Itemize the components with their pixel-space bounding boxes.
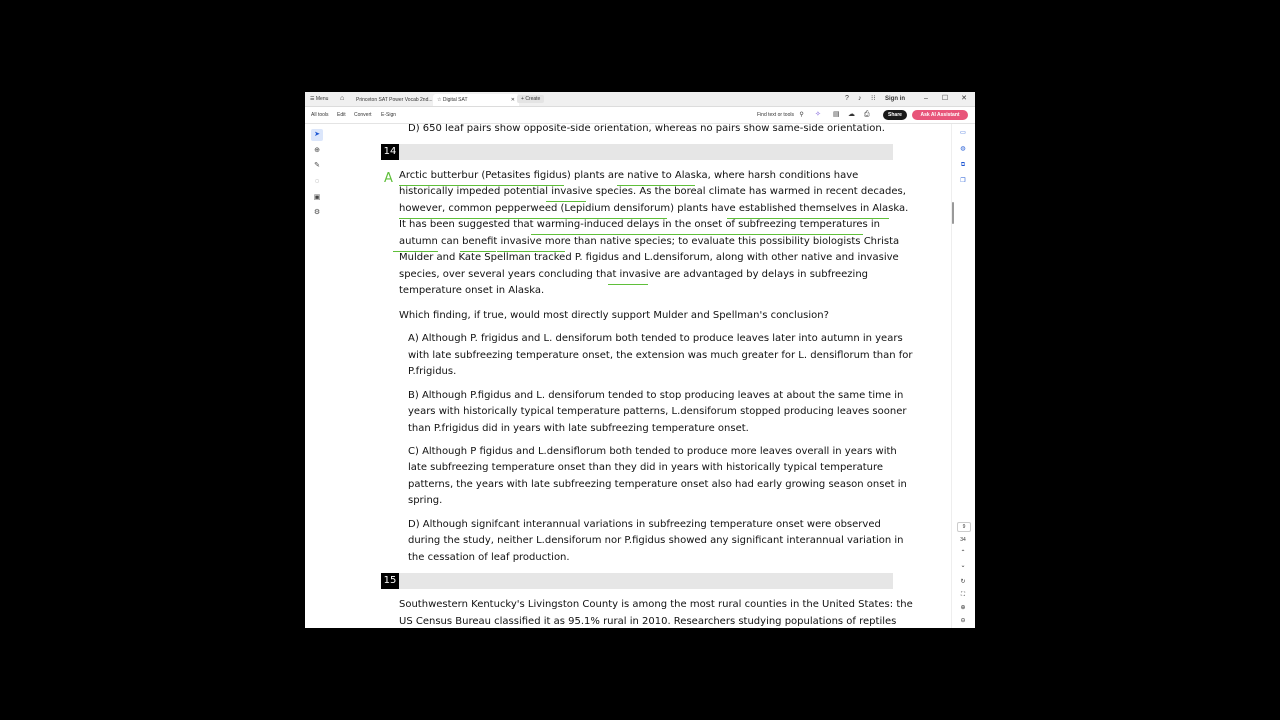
share-button[interactable]: Share bbox=[883, 110, 907, 120]
minimize-icon[interactable]: – bbox=[924, 95, 928, 102]
tab-digital-sat[interactable]: ☆ Digital SAT ✕ bbox=[433, 94, 519, 106]
help-icon[interactable]: ? bbox=[845, 95, 849, 102]
print-icon[interactable]: ⎙ bbox=[864, 111, 870, 118]
passage-line: Southwestern Kentucky's Livingston County is among the most rural counties in the United States: the bbox=[399, 599, 913, 610]
ink-underline bbox=[727, 218, 889, 219]
comment-icon[interactable]: ▭ bbox=[960, 130, 966, 136]
bookmark-icon[interactable]: ◍ bbox=[960, 146, 966, 152]
question-14-header bbox=[381, 144, 893, 160]
bell-icon[interactable]: ♪ bbox=[858, 95, 862, 102]
toolbar-all-tools[interactable]: All tools bbox=[311, 112, 329, 118]
close-window-icon[interactable]: ✕ bbox=[961, 95, 967, 102]
maximize-icon[interactable]: ☐ bbox=[941, 95, 949, 102]
document-page bbox=[305, 124, 945, 628]
passage-line: species, over several years concluding that invasive are advantaged by delays in subfreezing bbox=[399, 269, 869, 280]
option-d-line: D) Although signifcant interannual variations in subfreezing temperature onset were observed bbox=[408, 519, 881, 530]
current-page-field[interactable]: 9 bbox=[957, 522, 971, 532]
text-select-icon[interactable]: ▣ bbox=[313, 194, 321, 201]
option-a-line: P.frigidus. bbox=[408, 366, 457, 377]
attachment-icon[interactable]: ⧉ bbox=[960, 162, 966, 168]
stamp-icon[interactable]: ⚙ bbox=[313, 209, 321, 216]
option-a-line: A) Although P. frigidus and L. densiforum both tended to produce leaves later into autumn in years bbox=[408, 333, 903, 344]
passage-line: US Census Bureau classified it as 95.1% rural in 2010. Researchers studying populations of reptiles bbox=[399, 616, 897, 627]
ink-underline bbox=[497, 251, 565, 252]
zoom-out-icon[interactable]: ⊖ bbox=[960, 618, 966, 624]
ink-annotation-mark: A bbox=[384, 171, 393, 186]
ink-underline bbox=[617, 185, 695, 186]
ink-underline bbox=[608, 284, 648, 285]
previous-option-d: D) 650 leaf pairs show opposite-side orientation, whereas no pairs show same-side orientation. bbox=[408, 124, 885, 134]
ai-tool-icon[interactable]: ✧ bbox=[815, 111, 821, 118]
pdf-viewer-window bbox=[305, 92, 975, 628]
ink-underline bbox=[460, 251, 496, 252]
top-toolbar bbox=[305, 107, 975, 124]
pen-icon[interactable]: ✎ bbox=[314, 162, 320, 169]
page-down-icon[interactable]: ⌄ bbox=[960, 563, 966, 569]
question-number: 15 bbox=[381, 573, 399, 589]
vertical-scrollbar[interactable] bbox=[952, 202, 954, 224]
option-c-line: spring. bbox=[408, 495, 443, 506]
total-pages: 34 bbox=[960, 537, 966, 543]
zoom-in-icon[interactable]: ⊕ bbox=[960, 605, 966, 611]
ink-underline bbox=[546, 201, 586, 202]
hamburger-icon: ☰ bbox=[310, 96, 315, 102]
layers-icon[interactable]: ❐ bbox=[960, 178, 966, 184]
option-c-line: patterns, the years with late subfreezing temperature onset also had early growing season onset in bbox=[408, 479, 907, 490]
toolbar-convert[interactable]: Convert bbox=[354, 112, 372, 118]
passage-line: temperature onset in Alaska. bbox=[399, 285, 545, 296]
page-up-icon[interactable]: ⌃ bbox=[960, 550, 966, 556]
tab-power-vocab[interactable]: Princeton SAT Power Vocab 2nd... bbox=[356, 97, 433, 103]
close-tab-icon[interactable]: ✕ bbox=[510, 97, 515, 103]
star-icon: ☆ bbox=[437, 97, 442, 103]
title-bar bbox=[305, 92, 975, 107]
find-tools-input[interactable]: Find text or tools ⚲ bbox=[757, 112, 804, 118]
right-rail bbox=[951, 124, 975, 628]
passage-line: It has been suggested that warming-induced delays in the onset of subfreezing temperatures in bbox=[399, 219, 880, 230]
passage-line: however, common pepperweed (Lepidium densiforum) plants have established themselves in Alaska. bbox=[399, 203, 909, 214]
option-b-line: B) Although P.figidus and L. densiforum tended to stop producing leaves at about the same time in bbox=[408, 390, 904, 401]
option-b-line: years with historically typical temperature patterns, L.densiforum stopped producing leaves sooner bbox=[408, 406, 907, 417]
upload-cloud-icon[interactable]: ☁ bbox=[848, 111, 855, 118]
ink-underline bbox=[531, 234, 863, 235]
plus-icon: + bbox=[521, 96, 524, 102]
option-d-line: the cessation of leaf production. bbox=[408, 552, 570, 563]
lasso-icon[interactable]: ◌ bbox=[314, 178, 320, 185]
zoom-icon[interactable]: ⊕ bbox=[314, 147, 320, 154]
passage-line: historically impeded potential invasive species. As the boreal climate has warmed in recent decades, bbox=[399, 186, 906, 197]
question-15-header bbox=[381, 573, 893, 589]
passage-line: Mulder and Kate Spellman tracked P. figidus and L.densiforum, along with other native and invasive bbox=[399, 252, 899, 263]
option-b-line: than P.frigidus did in years with late subfreezing temperature onset. bbox=[408, 423, 749, 434]
question-number: 14 bbox=[381, 144, 399, 160]
ink-underline bbox=[399, 218, 667, 219]
create-button[interactable]: + Create bbox=[517, 95, 544, 103]
toolbar-edit[interactable]: Edit bbox=[337, 112, 346, 118]
ink-underline bbox=[393, 251, 438, 252]
search-icon: ⚲ bbox=[799, 112, 804, 118]
refresh-icon[interactable]: ↻ bbox=[960, 579, 966, 585]
ask-ai-assistant-button[interactable]: Ask AI Assistant bbox=[912, 110, 968, 120]
fit-page-icon[interactable]: ⛶ bbox=[960, 592, 966, 598]
select-cursor-icon[interactable]: ➤ bbox=[311, 129, 323, 141]
option-d-line: during the study, neither L.densiforum nor P.figidus showed any significant interannual variation in bbox=[408, 535, 904, 546]
toolbar-e-sign[interactable]: E-Sign bbox=[381, 112, 397, 118]
home-icon[interactable]: ⌂ bbox=[340, 95, 345, 102]
option-a-line: with late subfreezing temperature onset, the extension was much greater for L. densiflorum than for bbox=[408, 350, 913, 361]
option-c-line: late subfreezing temperature onset than they did in years with historically typical temperature bbox=[408, 462, 884, 473]
ink-underline bbox=[399, 185, 564, 186]
passage-line: Arctic butterbur (Petasites figidus) plants are native to Alaska, where harsh conditions have bbox=[399, 170, 859, 181]
passage-line: autumn can benefit invasive more than native species; to evaluate this possibility biologists Christa bbox=[399, 236, 900, 247]
apps-grid-icon[interactable]: ⁝⁝ bbox=[871, 95, 876, 102]
option-c-line: C) Although P figidus and L.densiflorum both tended to produce more leaves overall in years with bbox=[408, 446, 897, 457]
document-icon[interactable]: ▤ bbox=[833, 111, 840, 118]
sign-in-button[interactable]: Sign in bbox=[885, 96, 905, 102]
question-stem: Which finding, if true, would most directly support Mulder and Spellman's conclusion? bbox=[399, 310, 829, 321]
menu-button[interactable]: ☰ Menu bbox=[310, 96, 329, 102]
